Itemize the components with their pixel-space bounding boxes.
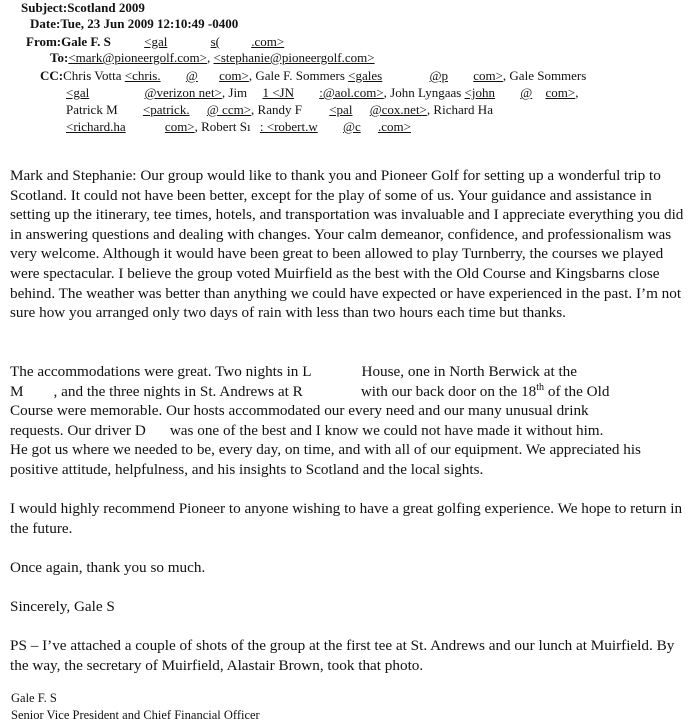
to-email-mark[interactable]: <mark@pioneergolf.com>: [68, 50, 207, 65]
cc-name-robert: , Robert Sı: [194, 119, 251, 134]
paragraph-ps: PS – I’ve attached a couple of shots of the group at the first tee at St. Andrews and our lunch at Muirfield. By the way, the secretary of Muirfield, Alastair Brown, took that photo.: [10, 637, 675, 674]
from-row: [26, 34, 284, 50]
cc-email-gal-b[interactable]: @verizon net>: [144, 85, 222, 100]
email-header: [0, 0, 694, 140]
accommodations-line3: Course were memorable. Our hosts accommodated our every need and our many unusual drink: [10, 402, 589, 420]
cc-row-2: [66, 85, 578, 101]
cc-name-jim: , Jim: [221, 85, 248, 100]
cc-row-4: [66, 119, 411, 135]
cc-row-3: [66, 102, 493, 118]
cc-name-john: , John Lyngaas: [383, 85, 465, 100]
cc-name-chris: Chris Votta: [63, 68, 125, 83]
subject-value: Scotland 2009: [67, 0, 145, 15]
cc-email-john-c[interactable]: com>: [545, 85, 576, 100]
cc-email-chris-b[interactable]: @: [185, 68, 198, 83]
accommodations-line2-d: of the Old: [544, 382, 610, 400]
cc-email-john-a[interactable]: <john: [464, 85, 495, 100]
cc-email-robert-b[interactable]: @c: [343, 119, 361, 134]
to-separator: ,: [206, 50, 214, 65]
accommodations-line5: He got us where we needed to be, every day, on time, and with all of our equipment. We appreciated his positive attitude, helpfulness, and his insights to Scotland and the local sights.: [10, 441, 641, 478]
from-label: From:: [26, 34, 62, 49]
paragraph-thanks: Mark and Stephanie: Our group would like to thank you and Pioneer Golf for setting up a wonderful trip to Scotland. It could not have been better, except for the play of some of us. Your guidance and assistance in setting up the itinerary, tee times, hotels, and transportation was invaluable and I appreciate everything you did in answering questions and dealing with changes. Your calm demeanor, confidence, and professionalism was very welcome. Although it would have been great to been allowed to play Turnberry, the courses we played were spectacular. I believe the group voted Muirfield as the best with the Old Course and Kingsbarns close behind. The weather was better than anything we could have expected or have experienced in the past. I’m not sure how you arranged only two days of rain with less than two hours each time but thanks.: [10, 167, 684, 322]
cc-name-gale-sommers: , Gale F. Sommers: [248, 68, 349, 83]
from-email-part-c[interactable]: .com>: [251, 34, 285, 49]
cc-email-chris-c[interactable]: com>: [219, 68, 249, 83]
cc-email-patrick-b[interactable]: @ ccm>: [206, 102, 252, 117]
signature-title: Senior Vice President and Chief Financial Officer: [11, 708, 260, 722]
to-label: To:: [50, 50, 69, 65]
cc-email-gales-c[interactable]: com>: [473, 68, 503, 83]
cc-email-randy-b[interactable]: @cox.net>: [369, 102, 427, 117]
date-row: [30, 16, 238, 32]
cc-name-gale-sommers-2: , Gale Sommers: [502, 68, 587, 83]
cc-email-jim-a[interactable]: 1 <JN: [262, 85, 294, 100]
paragraph-thanks-again: Once again, thank you so much.: [10, 559, 206, 576]
cc-email-robert-c[interactable]: .com>: [378, 119, 411, 134]
cc-email-randy-a[interactable]: <pal: [329, 102, 353, 117]
cc-name-patrick: Patrick M: [66, 102, 118, 117]
date-label: Date:: [30, 16, 61, 31]
accommodations-line2-sup: th: [536, 381, 545, 393]
subject-row: [21, 0, 145, 16]
accommodations-line2-a: M: [10, 382, 24, 400]
accommodations-line2-b: , and the three nights in St. Andrews at R: [53, 382, 303, 400]
cc-name-richard: , Richard Ha: [426, 102, 493, 117]
cc-row-1: [40, 68, 586, 84]
accommodations-line4-b: was one of the best and I know we could not have made it without him.: [169, 421, 604, 439]
cc-email-gal-a[interactable]: <gal: [66, 85, 90, 100]
cc-row-2-comma: ,: [575, 85, 579, 100]
cc-email-robert-a[interactable]: : <robert.w: [259, 119, 318, 134]
cc-email-richard-a[interactable]: <richard.ha: [66, 119, 126, 134]
cc-label: CC:: [40, 68, 64, 83]
paragraph-sincerely: Sincerely, Gale S: [10, 598, 115, 615]
date-value: Tue, 23 Jun 2009 12:10:49 -0400: [60, 16, 239, 31]
cc-email-chris-a[interactable]: <chris.: [124, 68, 161, 83]
accommodations-line4-a: requests. Our driver D: [10, 421, 146, 439]
cc-email-jim-b[interactable]: :@aol.com>: [319, 85, 384, 100]
paragraph-recommend: I would highly recommend Pioneer to anyone wishing to have a great golfing experience. We hope to return in the future.: [10, 500, 683, 537]
accommodations-line1-b: House, one in North Berwick at the: [361, 363, 578, 380]
cc-email-richard-b[interactable]: com>: [164, 119, 195, 134]
cc-email-gales-b[interactable]: @p: [429, 68, 448, 83]
to-row: [50, 50, 375, 66]
cc-email-gales-a[interactable]: <gales: [348, 68, 383, 83]
cc-email-patrick-a[interactable]: <patrick.: [142, 102, 190, 117]
accommodations-line2-c: with our back door on the 18: [360, 382, 537, 400]
signature-name: Gale F. S: [11, 691, 57, 705]
subject-label: Subject:: [21, 0, 68, 15]
cc-email-john-b[interactable]: @: [520, 85, 533, 100]
from-name: Gale F. S: [61, 34, 111, 49]
paragraph-accommodations: [10, 362, 690, 480]
from-email-part-a[interactable]: <gal: [144, 34, 168, 49]
to-email-stephanie[interactable]: <stephanie@pioneergolf.com>: [213, 50, 375, 65]
cc-name-randy: , Randy F: [251, 102, 302, 117]
from-email-part-b[interactable]: s(: [210, 34, 220, 49]
accommodations-line1-a: The accommodations were great. Two nights in L: [10, 363, 312, 380]
